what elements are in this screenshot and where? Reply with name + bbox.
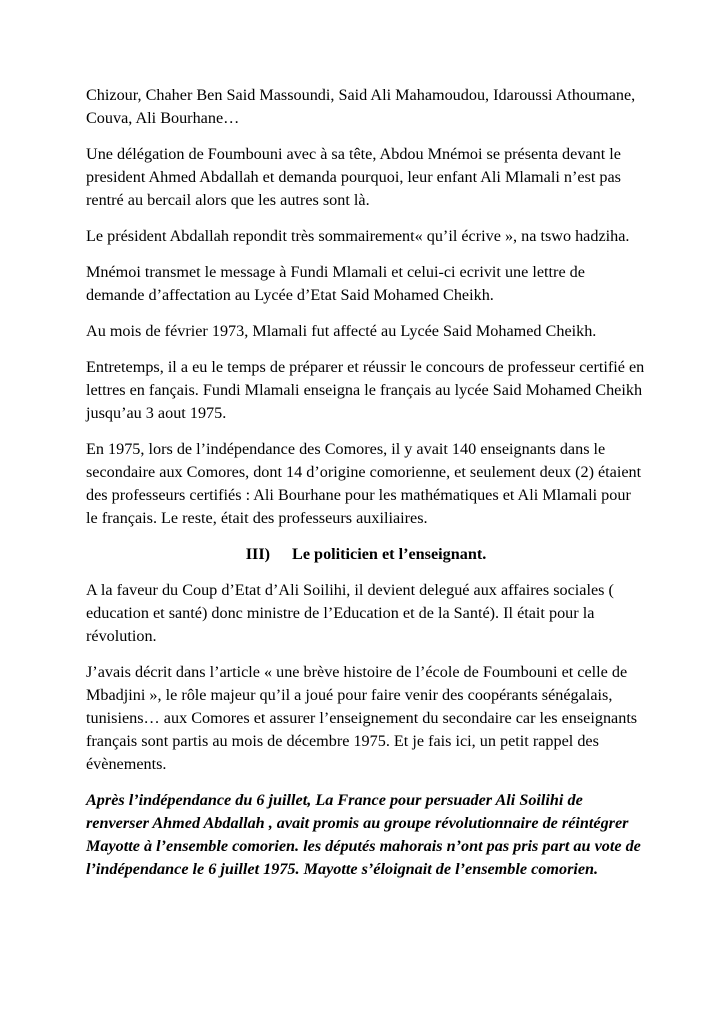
paragraph-delegation: Une délégation de Foumbouni avec à sa tête, Abdou Mnémoi se présenta devant le president Ahmed Abdallah et demanda pourquoi, leur enfant Ali Mlamali n’est pas rentré au bercail alors que les autres sont là. (86, 145, 621, 209)
paragraph-teachers-1975: En 1975, lors de l’indépendance des Comores, il y avait 140 enseignants dans le secondaire aux Comores, dont 14 d’origine comorienne, et seulement deux (2) étaient des professeurs certifiés : Ali Bourhane pour les mathématiques et Ali Mlamali pour le français. Le reste, était des professeurs auxiliaires. (86, 440, 642, 527)
paragraph-student-names: Chizour, Chaher Ben Said Massoundi, Said Ali Mahamoudou, Idaroussi Athoumane, Couva, Ali Bourhane… (86, 86, 636, 127)
paragraph-coup-detat: A la faveur du Coup d’Etat d’Ali Soilihi, il devient delegué aux affaires sociales ( education et santé) donc ministre de l’Education et de la Santé). Il était pour la révolution. (86, 581, 614, 645)
paragraph-article-reference: J’avais décrit dans l’article « une brève histoire de l’école de Foumbouni et celle de Mbadjini », le rôle majeur qu’il a joué pour faire venir des coopérants sénégalais, tunisiens… aux Comores et assurer l’enseignement du secondaire car les enseignants français sont partis au mois de décembre 1975. Et je fais ici, un petit rappel des évènements. (86, 663, 638, 773)
section-heading (86, 543, 646, 566)
paragraph-letter: Mnémoi transmet le message à Fundi Mlamali et celui-ci ecrivit une lettre de demande d’affectation au Lycée d’Etat Said Mohamed Cheikh. (86, 263, 585, 304)
document-body (86, 84, 646, 894)
paragraph-assignment: Au mois de février 1973, Mlamali fut affecté au Lycée Said Mohamed Cheikh. (86, 322, 597, 340)
section-number: III) (245, 545, 271, 563)
paragraph-concours: Entretemps, il a eu le temps de préparer et réussir le concours de professeur certifié en lettres en fançais. Fundi Mlamali enseigna le français au lycée Said Mohamed Cheikh jusqu’au 3 aout 1975. (86, 358, 645, 422)
paragraph-president-reply: Le président Abdallah repondit très sommairement« qu’il écrive », na tswo hadziha. (86, 227, 630, 245)
section-title: Le politicien et l’enseignant. (292, 545, 487, 563)
paragraph-emphasis-independence: Après l’indépendance du 6 juillet, La France pour persuader Ali Soilihi de renverser Ahmed Abdallah , avait promis au groupe révolutionnaire de réintégrer Mayotte à l’ensemble comorien. les députés mahorais n’ont pas pris part au vote de l’indépendance le 6 juillet 1975. Mayotte s’éloignait de l’ensemble comorien. (86, 791, 641, 878)
